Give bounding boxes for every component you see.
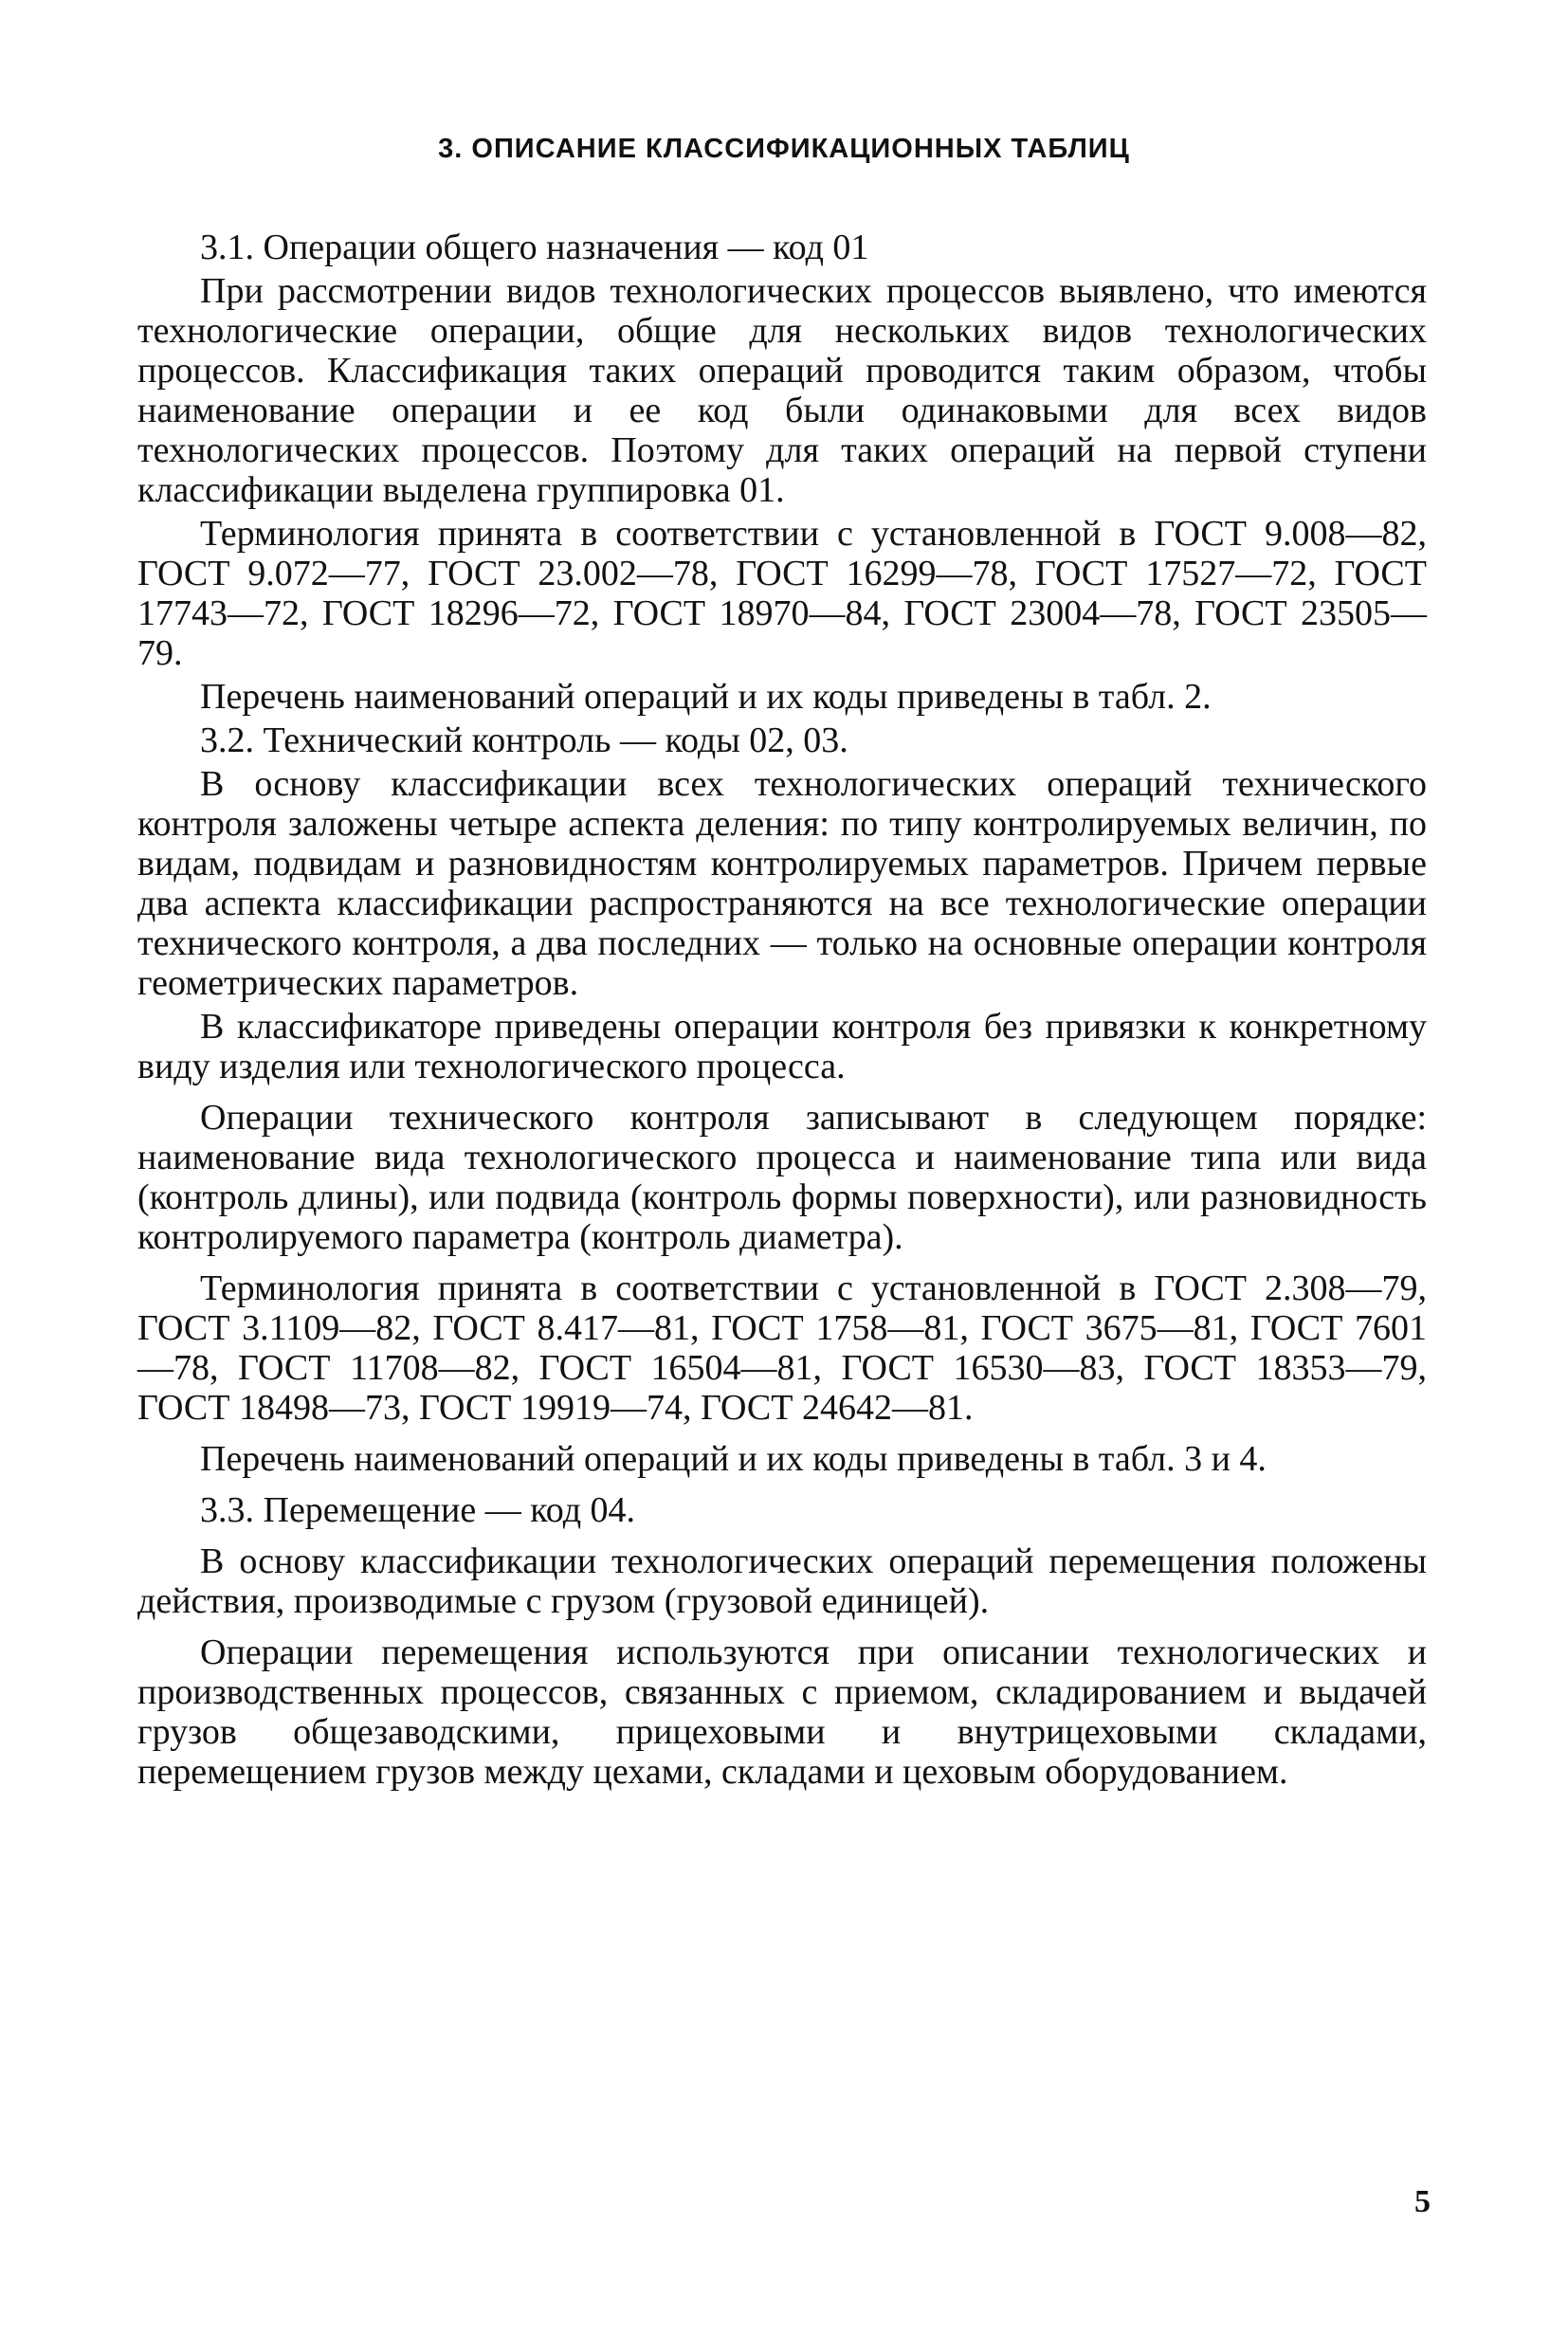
- paragraph: Терминология принята в соответствии с установленной в ГОСТ 9.008—82, ГОСТ 9.072—77, ГОСТ 23.002—78, ГОСТ 16299—78, ГОСТ 17527—72, ГОСТ 17743—72, ГОСТ 18296—72, ГОСТ 18970—84, ГОСТ 23004—78, ГОСТ 23505—79.: [137, 514, 1427, 673]
- paragraph: Перечень наименований операций и их коды приведены в табл. 2.: [200, 677, 1212, 717]
- section-title: 3. ОПИСАНИЕ КЛАССИФИКАЦИОННЫХ ТАБЛИЦ: [438, 134, 1130, 164]
- paragraph: Операции перемещения используются при описании технологических и производственных процессов, связанных с приемом, складированием и выдачей грузов общезаводскими, прицеховыми и внутрицеховыми складами, перемещением грузов между цехами, складами и цеховым оборудованием.: [137, 1632, 1427, 1792]
- paragraph: 3.3. Перемещение — код 04.: [200, 1490, 636, 1530]
- paragraph: В основу классификации всех технологических операций технического контроля заложены четыре аспекта деления: по типу контролируемых величин, по видам, подвидам и разновидностям контролируемых параметров. Причем первые два аспекта классификации распространяются на все технологические операции технического контроля, а два последних — только на основные операции контроля геометрических параметров.: [137, 764, 1427, 1003]
- page-number: 5: [1414, 2184, 1431, 2219]
- paragraph: В основу классификации технологических операций перемещения положены действия, производимые с грузом (грузовой единицей).: [137, 1541, 1427, 1621]
- paragraph: При рассмотрении видов технологических процессов выявлено, что имеются технологические операции, общие для нескольких видов технологических процессов. Классификация таких операций проводится таким образом, чтобы наименование операции и ее код были одинаковыми для всех видов технологических процессов. Поэтому для таких операций на первой ступени классификации выделена группировка 01.: [137, 271, 1427, 510]
- paragraph: Терминология принята в соответствии с установленной в ГОСТ 2.308—79, ГОСТ 3.1109—82, ГОСТ 8.417—81, ГОСТ 1758—81, ГОСТ 3675—81, ГОСТ 7601—78, ГОСТ 11708—82, ГОСТ 16504—81, ГОСТ 16530—83, ГОСТ 18353—79, ГОСТ 18498—73, ГОСТ 19919—74, ГОСТ 24642—81.: [137, 1268, 1427, 1428]
- body-text: [137, 228, 1427, 1796]
- paragraph: В классификаторе приведены операции контроля без привязки к конкретному виду изделия или технологического процесса.: [137, 1007, 1427, 1086]
- paragraph: 3.1. Операции общего назначения — код 01: [200, 228, 869, 267]
- paragraph: 3.2. Технический контроль — коды 02, 03.: [200, 720, 848, 760]
- paragraph: Перечень наименований операций и их коды приведены в табл. 3 и 4.: [200, 1439, 1267, 1479]
- paragraph: Операции технического контроля записывают в следующем порядке: наименование вида технологического процесса и наименование типа или вида (контроль длины), или подвида (контроль формы поверхности), или разновидность контролируемого параметра (контроль диаметра).: [137, 1098, 1427, 1257]
